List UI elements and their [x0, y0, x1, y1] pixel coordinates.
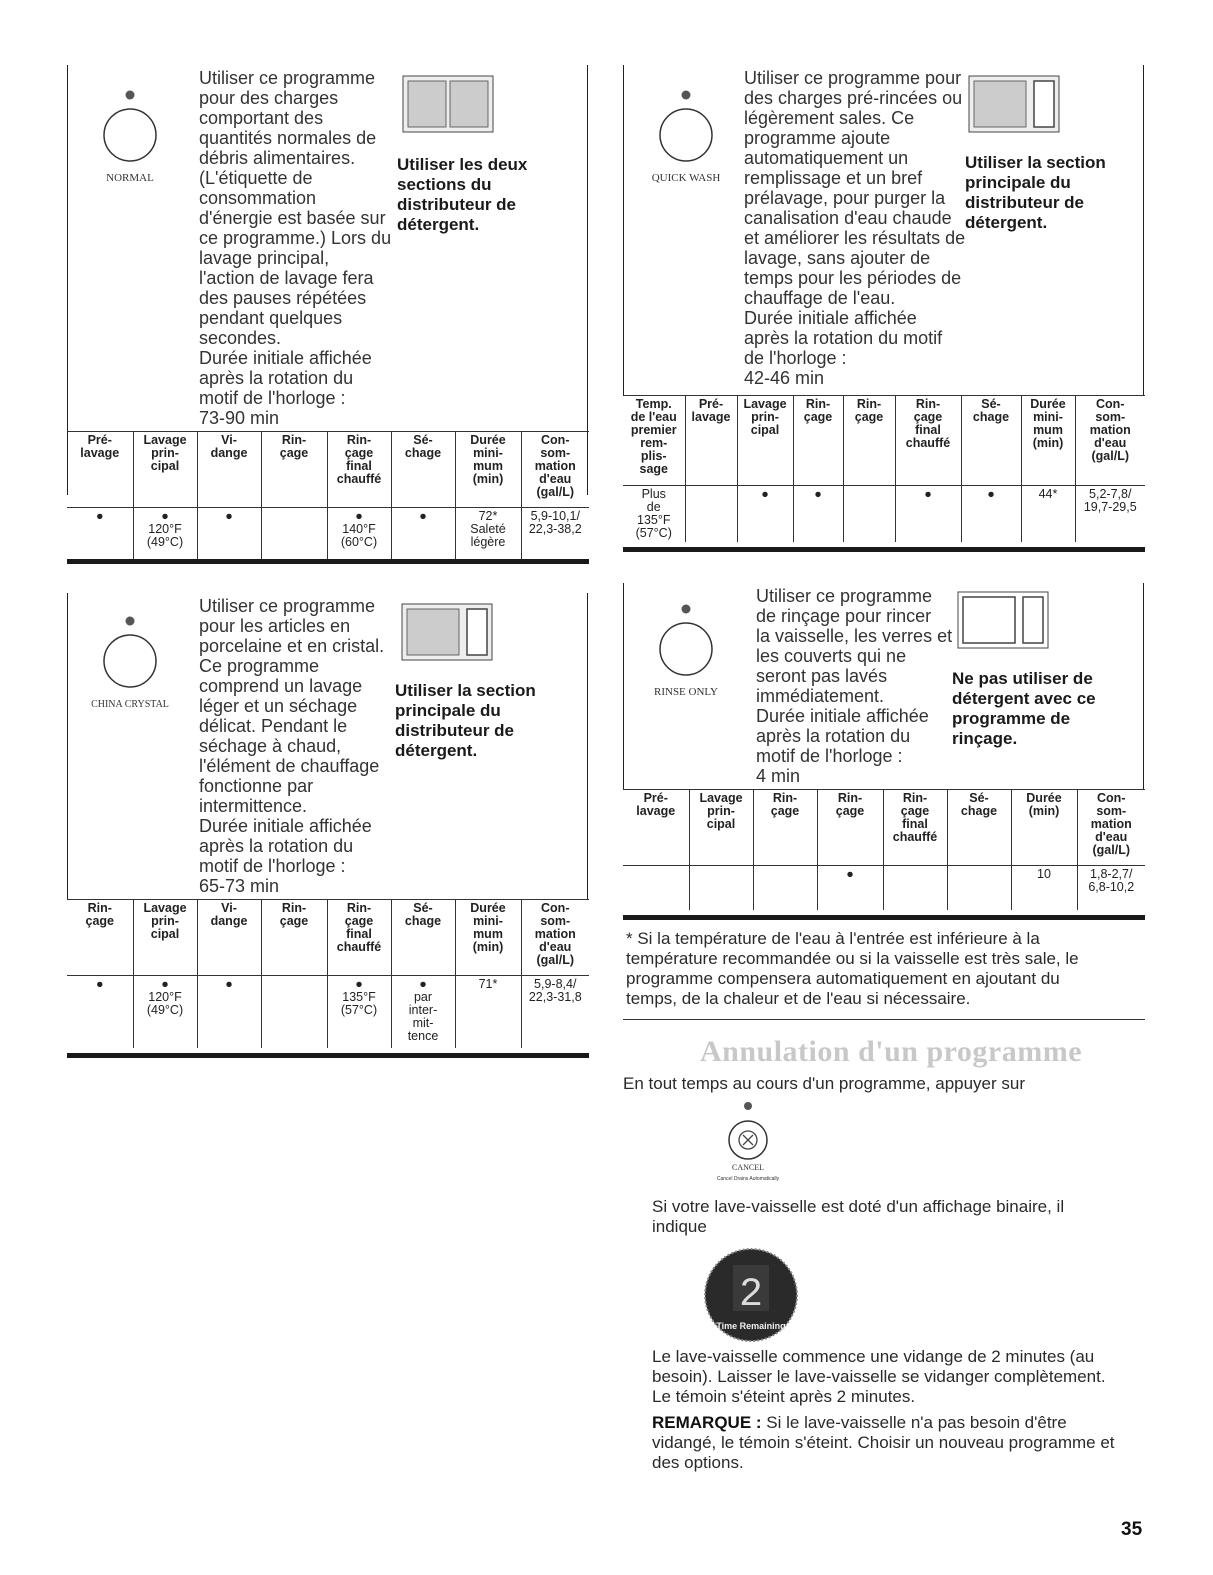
cycle-description: Utiliser ce programme de rinçage pour rincer la vaisselle, les verres et les couverts qui ne seront pas lavés immédiatement. Durée initiale affichée après la rotation du motif de l'horloge : 4 min [756, 586, 953, 786]
detergent-dispenser-both-icon [402, 75, 494, 133]
table-cell [843, 486, 895, 543]
table-header: Rin- çage final chauffé [895, 396, 961, 486]
table-cell: ● [67, 976, 133, 1048]
rinse-only-button-icon[interactable] [643, 597, 729, 707]
table-cell: ● [391, 508, 455, 560]
remark-text: Si le lave-vaisselle n'a pas besoin d'être vidangé, le témoin s'éteint. Choisir un nouveau programme et des options. [652, 1413, 1115, 1472]
table-header: Temp. de l'eau premier rem- plis- sage [623, 396, 685, 486]
table-header: Vi- dange [197, 432, 261, 508]
cancel-intro: En tout temps au cours d'un programme, appuyer sur [623, 1074, 1026, 1093]
cycle-normal [67, 65, 589, 565]
table-header: Rin- çage final chauffé [327, 900, 391, 976]
table-cell: ● [817, 866, 883, 910]
drain-text: Le lave-vaisselle commence une vidange de 2 minutes (au besoin). Laisser le lave-vaisselle se vidanger complètement. Le témoin s'éteint après 2 minutes. [652, 1347, 1106, 1406]
table-header: Lavage prin- cipal [737, 396, 793, 486]
table-header: Durée mini- mum (min) [1021, 396, 1075, 486]
cycle-button-label: NORMAL [106, 172, 154, 184]
table-cell [689, 866, 753, 910]
cancel-button-sublabel: Cancel Drains Automatically [716, 1176, 780, 1182]
display-digit: 2 [738, 1273, 764, 1318]
cycle-table [623, 395, 1145, 542]
display-label: Time Remaining [716, 1321, 786, 1331]
indicator-light-icon [126, 617, 135, 626]
cycle-button-label: QUICK WASH [651, 172, 721, 184]
table-header: Durée mini- mum (min) [455, 900, 521, 976]
table-header: Lavage prin- cipal [133, 900, 197, 976]
table-cell: ● [895, 486, 961, 543]
binary-display-text: Si votre lave-vaisselle est doté d'un affichage binaire, il indique [652, 1197, 1065, 1236]
table-cell: ● 120°F (49°C) [133, 976, 197, 1048]
table-cell: ● [197, 508, 261, 560]
table-cell [623, 866, 689, 910]
table-header: Vi- dange [197, 900, 261, 976]
china-crystal-button-icon[interactable] [87, 609, 173, 719]
table-header: Rin- çage final chauffé [327, 432, 391, 508]
table-header: Con- som- mation d'eau (gal/L) [521, 900, 589, 976]
section-title: Annulation d'un programme [700, 1035, 1083, 1068]
table-cell: ● 135°F (57°C) [327, 976, 391, 1048]
detergent-instruction: Utiliser les deux sections du distributeur de détergent. [397, 155, 528, 234]
table-header: Rin- çage final chauffé [883, 790, 947, 866]
table-header: Pré- lavage [623, 790, 689, 866]
detergent-dispenser-empty-icon [957, 591, 1049, 649]
footnote: * Si la température de l'eau à l'entrée est inférieure à la température recommandée ou si la vaisselle est très sale, le programme compensera automatiquement en ajoutant du temps, de la chaleur et de l'eau si nécessaire. [626, 929, 1079, 1008]
table-cell [947, 866, 1011, 910]
cycle-quick-wash [623, 65, 1145, 553]
table-cell: ● 140°F (60°C) [327, 508, 391, 560]
table-header: Durée mini- mum (min) [455, 432, 521, 508]
detergent-dispenser-main-icon [968, 75, 1060, 133]
table-header: Sé- chage [391, 432, 455, 508]
table-header: Pré- lavage [685, 396, 737, 486]
detergent-instruction: Utiliser la section principale du distributeur de détergent. [965, 153, 1106, 232]
table-header: Pré- lavage [67, 432, 133, 508]
remark [652, 1413, 1142, 1473]
table-header: Con- som- mation d'eau (gal/L) [1075, 396, 1145, 486]
table-header: Rin- çage [843, 396, 895, 486]
cycle-description: Utiliser ce programme pour des charges pré-rincées ou légèrement sales. Ce programme ajoute automatiquement un remplissage et un bref prélavage, pour purger la canalisation d'eau chaude et améliorer les résultats de lavage, sans ajouter de temps pour les périodes de chauffage de l'eau. Durée initiale affichée après la rotation du motif de l'horloge : 42-46 min [744, 68, 966, 388]
table-cell: ● [67, 508, 133, 560]
table-header: Rin- çage [817, 790, 883, 866]
table-cell: 1,8-2,7/ 6,8-10,2 [1077, 866, 1145, 910]
divider [623, 1019, 1145, 1020]
cycle-description: Utiliser ce programme pour des charges comportant des quantités normales de débris alimentaires. (L'étiquette de consommation d'énergie est basée sur ce programme.) Lors du lavage principal, l'action de lavage fera des pauses répétées pendant quelques secondes. Durée initiale affichée après la rotation du motif de l'horloge : 73-90 min [199, 68, 392, 428]
cycle-china-crystal [67, 593, 589, 1061]
table-cell: 44* [1021, 486, 1075, 543]
table-cell: 5,2-7,8/ 19,7-29,5 [1075, 486, 1145, 543]
table-header: Rin- çage [793, 396, 843, 486]
table-header: Con- som- mation d'eau (gal/L) [521, 432, 589, 508]
table-cell [883, 866, 947, 910]
table-cell [753, 866, 817, 910]
detergent-instruction: Utiliser la section principale du distributeur de détergent. [395, 681, 536, 760]
table-header: Rin- çage [261, 432, 327, 508]
cycle-button-label: CHINA CRYSTAL [91, 699, 169, 710]
table-cell [261, 976, 327, 1048]
indicator-light-icon [126, 91, 135, 100]
cycle-rinse-only [623, 583, 1145, 923]
table-cell: ● [197, 976, 261, 1048]
remark-label: REMARQUE : [652, 1413, 762, 1432]
table-header: Rin- çage [261, 900, 327, 976]
cycle-button-label: RINSE ONLY [654, 686, 718, 698]
table-cell: 10 [1011, 866, 1077, 910]
table-cell: ● [961, 486, 1021, 543]
table-header: Rin- çage [67, 900, 133, 976]
table-cell: 71* [455, 976, 521, 1048]
table-cell [261, 508, 327, 560]
page-number: 35 [1121, 1519, 1143, 1540]
normal-button-icon[interactable] [87, 83, 173, 193]
table-header: Con- som- mation d'eau (gal/L) [1077, 790, 1145, 866]
cycle-table [67, 899, 589, 1048]
table-cell: ● par inter- mit- tence [391, 976, 455, 1048]
cycle-table [623, 789, 1145, 910]
table-header: Durée (min) [1011, 790, 1077, 866]
cancel-button-label: CANCEL [732, 1163, 764, 1172]
binary-display [703, 1247, 799, 1343]
quick-wash-button-icon[interactable] [643, 83, 729, 193]
table-cell: ● 120°F (49°C) [133, 508, 197, 560]
table-cell: 5,9-10,1/ 22,3-38,2 [521, 508, 589, 560]
table-header: Lavage prin- cipal [689, 790, 753, 866]
table-cell: 5,9-8,4/ 22,3-31,8 [521, 976, 589, 1048]
table-header: Sé- chage [961, 396, 1021, 486]
table-header: Sé- chage [391, 900, 455, 976]
cycle-table [67, 431, 589, 560]
cycle-description: Utiliser ce programme pour les articles en porcelaine et en cristal. Ce programme comprend un lavage léger et un séchage délicat. Pendant le séchage à chaud, l'élément de chauffage fonctionne par intermittence. Durée initiale affichée après la rotation du motif de l'horloge : 65-73 min [199, 596, 385, 896]
table-header: Rin- çage [753, 790, 817, 866]
indicator-light-icon [744, 1102, 752, 1110]
table-cell: ● [793, 486, 843, 543]
table-cell: 72* Saleté légère [455, 508, 521, 560]
detergent-instruction: Ne pas utiliser de détergent avec ce programme de rinçage. [952, 669, 1096, 748]
table-cell [685, 486, 737, 543]
cancel-button[interactable] [708, 1098, 788, 1182]
table-header: Sé- chage [947, 790, 1011, 866]
indicator-light-icon [682, 605, 691, 614]
table-header: Lavage prin- cipal [133, 432, 197, 508]
detergent-dispenser-main-icon [401, 603, 493, 661]
table-cell: ● [737, 486, 793, 543]
table-cell: Plus de 135°F (57°C) [623, 486, 685, 543]
indicator-light-icon [682, 91, 691, 100]
